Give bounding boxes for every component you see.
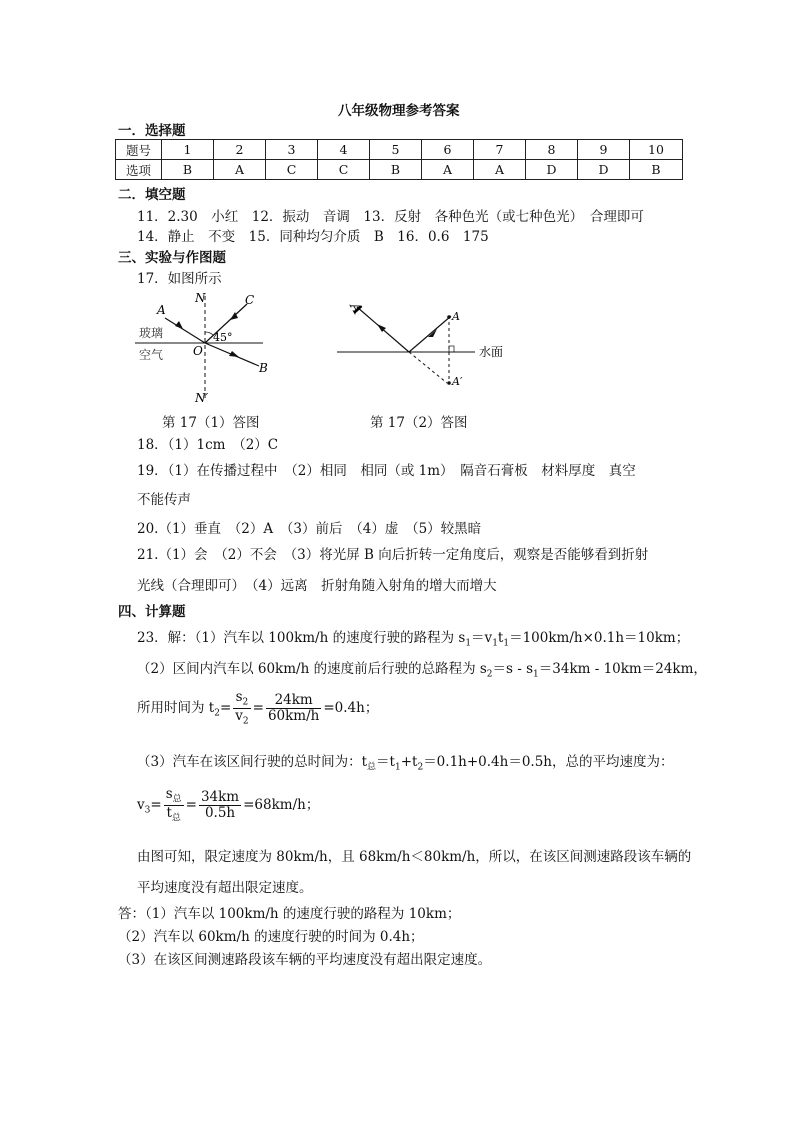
label-N-prime: N′ (195, 391, 209, 405)
label-C: C (245, 293, 255, 307)
refracted-arrow-icon (229, 351, 239, 357)
label-angle: 45° (213, 331, 233, 344)
fraction-34km-05h: $\frac{34km}{0.5h}$ (200, 788, 240, 822)
point-A (447, 315, 451, 319)
virtual-ray (409, 352, 447, 383)
table-cell: B (162, 160, 214, 180)
table-cell: 2 (214, 140, 266, 160)
table-cell: 7 (474, 140, 526, 160)
figure-17-1 (135, 288, 275, 408)
table-cell: D (526, 160, 578, 180)
label-glass: 玻璃 (139, 326, 164, 340)
label-A-image: A (346, 299, 366, 318)
figure-17-2-caption: 第 17（2）答图 (370, 415, 468, 431)
figure-17-1-caption: 第 17（1）答图 (162, 415, 260, 431)
incident-arrow-icon (428, 329, 437, 337)
table-cell: 3 (266, 140, 318, 160)
answer-line-1: 答：（1）汽车以 100km/h 的速度行驶的路程为 10km； (118, 906, 461, 922)
label-A: A (157, 303, 166, 317)
table-cell: C (318, 160, 370, 180)
label-O: O (193, 344, 203, 358)
label-air: 空气 (139, 348, 164, 362)
right-angle-mark (449, 346, 454, 352)
table-cell: B (370, 160, 422, 180)
fraction-s-total-t-total: $\frac{s_总}{t_总}$ (165, 786, 182, 824)
angle-arc (205, 332, 213, 335)
calc-line-6: 由图可知，限定速度为 80km/h，且 68km/h＜80km/h，所以，在该区间测速路段该车辆的 (137, 849, 692, 865)
q19-text-2: 不能传声 (137, 492, 191, 508)
table-cell: 6 (422, 140, 474, 160)
calc-line-3: 所用时间为 $t_2=$ $\frac{s_2}{v_2}$ = $\frac{24km}{60km/h}$ =0.4h； (137, 689, 379, 727)
section-heading-fill: 二．填空题 (118, 187, 186, 203)
table-cell: 9 (578, 140, 630, 160)
page-title: 八年级物理参考答案 (338, 103, 460, 119)
section-heading-choice: 一．选择题 (118, 123, 186, 139)
calc-line-2: （2）区间内汽车以 60km/h 的速度前后行驶的总路程为 $s_2=s - s_1=34km - 10km=24km$， (137, 661, 707, 680)
table-cell: 5 (370, 140, 422, 160)
table-row (116, 160, 683, 180)
table-header-cell: 题号 (116, 140, 162, 160)
q17-text: 17．如图所示 (137, 271, 222, 287)
table-cell: B (630, 160, 683, 180)
label-B: B (259, 361, 268, 375)
label-water: 水面 (479, 345, 504, 359)
section-heading-calc: 四、计算题 (118, 604, 186, 620)
fraction-s2-v2: $\frac{s_2}{v_2}$ (235, 689, 249, 727)
section-heading-experiment: 三、实验与作图题 (118, 250, 226, 266)
label-A: A (452, 310, 460, 323)
q21-text-1: 21.（1）会 （2）不会 （3）将光屏 B 向后折转一定角度后，观察是否能够看到折射 (137, 547, 649, 563)
label-N: N (195, 291, 206, 305)
table-cell: 1 (162, 140, 214, 160)
table-cell: A (474, 160, 526, 180)
table-cell: C (266, 160, 318, 180)
fill-answers-line-1: 11．2.30 小红 12．振动 音调 13．反射 各种色光（或七种色光） 合理即可 (137, 209, 644, 225)
q19-text-1: 19．（1）在传播过程中 （2）相同 相同（或 1m） 隔音石膏板 材料厚度 真空 (137, 463, 636, 479)
calc-line-7: 平均速度没有超出限定速度。 (137, 880, 313, 896)
point-A-prime (447, 381, 451, 385)
q20-text: 20.（1）垂直 （2）A （3）前后 （4）虚 （5）较黑暗 (137, 521, 482, 537)
q18-text: 18．（1）1cm （2）C (137, 437, 279, 453)
answer-table (115, 139, 683, 180)
calc-line-4: （3）汽车在该区间行驶的总时间为：$t_总=t_1+t_2=0.1h+0.4h=0.5h$，总的平均速度为： (137, 754, 674, 773)
table-cell: A (422, 160, 474, 180)
table-cell: A (214, 160, 266, 180)
table-cell: 4 (318, 140, 370, 160)
fill-answers-line-2: 14．静止 不变 15．同种均匀介质 B 16．0.6 175 (137, 229, 489, 245)
fraction-24km-60kmh: $\frac{24km}{60km/h}$ (267, 691, 320, 725)
answer-line-2: （2）汽车以 60km/h 的速度行驶的时间为 0.4h； (118, 929, 424, 945)
table-header-cell: 选项 (116, 160, 162, 180)
incident-ray (409, 316, 451, 352)
q21-text-2: 光线（合理即可） （4）远离 折射角随入射角的增大而增大 (137, 578, 497, 594)
answer-line-3: （3）在该区间测速路段该车辆的平均速度没有超出限定速度。 (118, 952, 492, 968)
label-A-prime: A′ (452, 375, 463, 388)
calc-line-1: 23．解：（1）汽车以 100km/h 的速度行驶的路程为 $s_1=v_1t_1=100km/h\times 0.1h=10km$； (137, 630, 690, 649)
incident-ray (165, 318, 205, 343)
table-cell: 10 (630, 140, 683, 160)
figure-17-2 (335, 295, 515, 395)
incident-arrow-icon (175, 321, 183, 329)
table-cell: D (578, 160, 630, 180)
table-cell: 8 (526, 140, 578, 160)
calc-line-5: $v_3=$ $\frac{s_总}{t_总}$ = $\frac{34km}{0.5h}$ =68km/h； (137, 786, 320, 824)
table-row (116, 140, 683, 160)
